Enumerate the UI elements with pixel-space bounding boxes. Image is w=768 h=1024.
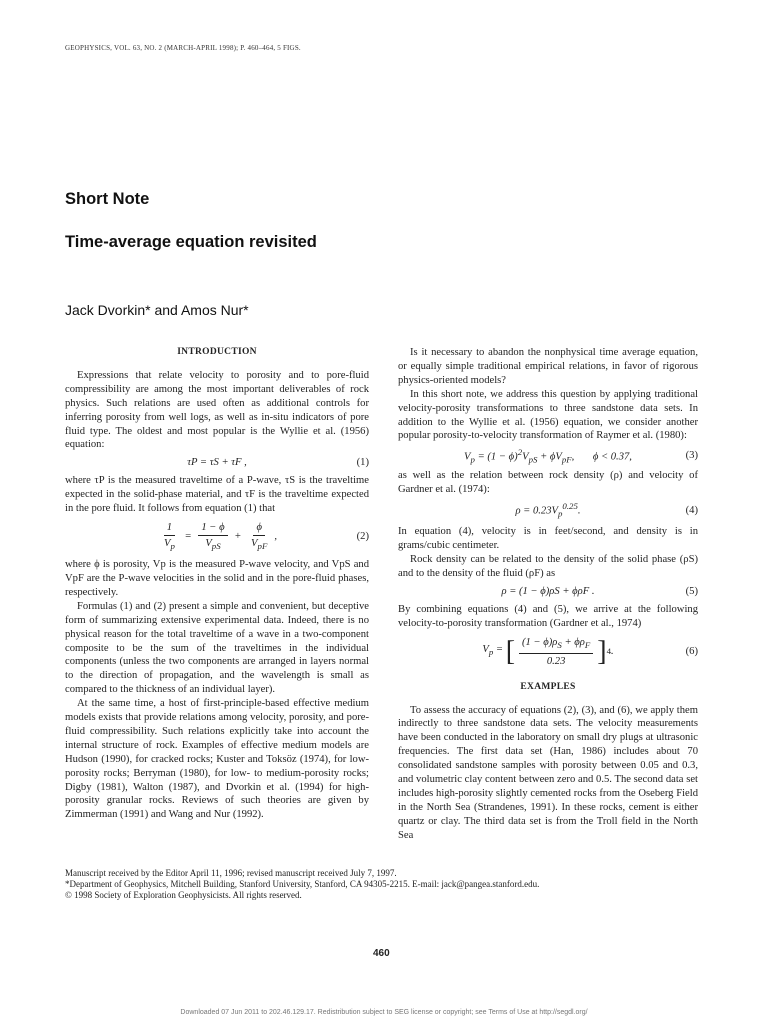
footnote-affiliation: *Department of Geophysics, Mitchell Building, Stanford University, Stanford, CA 94305-2215. E-mail: jack@pangea.stanford.edu. [65, 879, 540, 889]
article-type-label: Short Note [65, 190, 150, 208]
equation-3-number: (3) [685, 450, 698, 462]
paragraph: To assess the accuracy of equations (2), (3), and (6), we apply them indirectly to three sandstone data sets. The velocity measurements have been conducted in the laboratory on small dry plugs at ultrasonic frequencies. The first data set (Han, 1986) includes about 70 consolidated sandstone samples with porosity between 0.05 and 0.3, and volumetric clay content between zero and 0.5. The second data set includes high-porosity slightly cemented rocks from the Oseberg Field in the North Sea (Strandenes, 1991). In these rocks, cement is either quartz or clay. The third data set is from the Troll field in the North Sea [398, 704, 698, 841]
journal-citation: GEOPHYSICS, VOL. 63, NO. 2 (MARCH-APRIL 1998); P. 460–464, 5 FIGS. [65, 44, 301, 52]
section-heading-introduction: INTRODUCTION [177, 347, 257, 357]
paragraph: By combining equations (4) and (5), we arrive at the following velocity-to-porosity transformation (Gardner et al., 1974) [398, 603, 698, 629]
equation-3: $V_p = (1 - \phi)^2V_{pS} + \phi V_{pF}$, ϕ < 0.37, (3) [464, 446, 698, 465]
equation-1 [65, 452, 369, 474]
paragraph: In equation (4), velocity is in feet/second, and density is in grams/cubic centimeter. [398, 526, 698, 552]
section-heading-examples: EXAMPLES [520, 681, 576, 692]
paragraph: At the same time, a host of first-principle-based effective medium models exists that provide relations among velocity, porosity, and pore-fluid compressibility. Such relations explicitly take into account the internal structure of rock. Examples of effective medium models are Hudson (1990), for cracked rocks; Kuster and Toksöz (1974), for low-porosity rocks; Berryman (1980), for low- to medium-porosity rocks; Digby (1981), Walton (1987), and Dvorkin et al. (1994) for high-porosity granular rocks. Reviews of such theories are given by Zimmerman (1991) and Wang and Nur (1992). [65, 698, 369, 821]
equation-2-number: (2) [356, 531, 369, 543]
paragraph: Expressions that relate velocity to porosity and to pore-fluid compressibility are among the most important deliverables of rock physics. Such relations are used often as additional controls for inferring porosity from well logs, as well as in-situ indicators of pore fluid type. The oldest and most popular is the Wyllie et al. (1956) equation: [65, 369, 369, 451]
equation-6: $V_p$ = [ $\frac{(1 - \phi)\rho_S + \phi\rho_F}{0.23}$ ] 4 . (6) [482, 635, 698, 667]
footnotes [65, 868, 705, 901]
paragraph: Is it necessary to abandon the nonphysical time average equation, or equally simple traditional empirical relations, in favor of rigorous physics-oriented models? [398, 347, 698, 386]
paragraph: In this short note, we address this question by applying traditional velocity-porosity transformations to three sandstone data sets. In addition to the Wyllie et al. (1956) equation, we consider another popular porosity-to-velocity transformation of Raymer et al. (1980): [398, 388, 698, 442]
download-notice: Downloaded 07 Jun 2011 to 202.46.129.17. Redistribution subject to SEG license or copyright; see Terms of Use at http://segdl.org/ [180, 1009, 588, 1016]
paragraph: Rock density can be related to the density of the solid phase (ρS) and to the density of the fluid (ρF) as [398, 553, 698, 579]
equation-5-body: ρ = (1 − ϕ)ρS + ϕρF . [501, 585, 595, 597]
footnote-received: Manuscript received by the Editor April 11, 1996; revised manuscript received July 7, 1997. [65, 868, 397, 878]
equation-5-number: (5) [685, 585, 698, 597]
paragraph: where τP is the measured traveltime of a P-wave, τS is the traveltime expected in the solid-phase material, and τF is the traveltime expected in the pore fluid. It follows from equation (1) that [65, 475, 369, 515]
equation-4-number: (4) [685, 505, 698, 517]
equation-1-body: τP = τS + τF , [187, 457, 247, 469]
page-number: 460 [373, 948, 390, 959]
left-column [65, 346, 369, 822]
equation-5 [398, 581, 698, 603]
paragraph: as well as the relation between rock density (ρ) and velocity of Gardner et al. (1974): [398, 470, 698, 496]
equation-1-number: (1) [356, 457, 369, 469]
article-title: Time-average equation revisited [65, 233, 317, 251]
right-column [398, 346, 698, 843]
article-authors: Jack Dvorkin* and Amos Nur* [65, 302, 249, 318]
equation-2: $\frac{1}{V_p}$ = $\frac{1 - \phi}{V_{pS}}$ + $\frac{\phi}{V_{pF}}$ , (2) [164, 522, 369, 552]
equation-6-number: (6) [685, 645, 698, 657]
paragraph: where ϕ is porosity, Vp is the measured P-wave velocity, and VpS and VpF are the P-wave velocities in the solid and in the pore-fluid phases, respectively. [65, 559, 369, 598]
footnote-copyright: © 1998 Society of Exploration Geophysicists. All rights reserved. [65, 890, 302, 900]
equation-4: $\rho = 0.23V_p^{0.25}$. (4) [515, 501, 698, 520]
paragraph: Formulas (1) and (2) present a simple and convenient, but deceptive form of summarizing extensive experimental data. Indeed, there is no physical reason for the total traveltime of a wave in a two-component composite to be the sum of the traveltimes in the individual components (unless the two components are arranged in layers normal to the direction of propagation, and the wavelength is small as compared to the thickness of an individual layer). [65, 600, 369, 696]
